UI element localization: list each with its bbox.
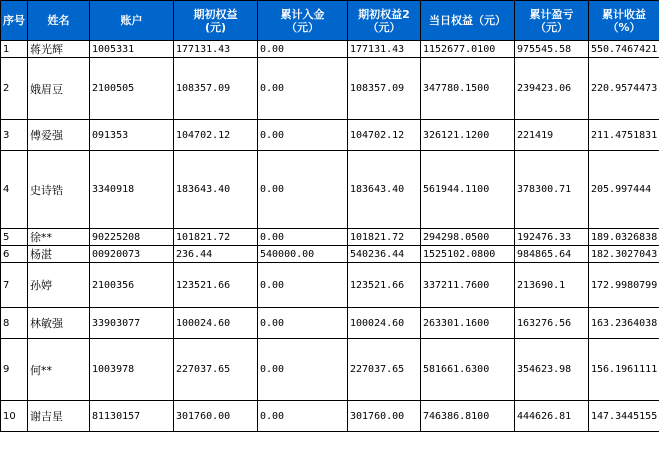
- cell-cumulative-return: 163.2364038: [589, 308, 659, 339]
- header-label: 当日权益（元）: [429, 14, 506, 27]
- cell-cumulative-pnl: 239423.06: [515, 58, 589, 120]
- cell-name: 娥眉豆: [28, 58, 90, 120]
- cell-cumulative-deposit: 0.00: [258, 263, 348, 308]
- cell-cumulative-deposit: 0.00: [258, 401, 348, 432]
- cell-name: 谢吉星: [28, 401, 90, 432]
- cell-current-equity: 347780.1500: [421, 58, 515, 120]
- cell-cumulative-deposit: 0.00: [258, 41, 348, 58]
- cell-account: 33903077: [90, 308, 174, 339]
- cell-cumulative-return: 182.3027043: [589, 246, 659, 263]
- cell-name: 徐**: [28, 229, 90, 246]
- cell-rank: 10: [1, 401, 28, 432]
- cell-cumulative-deposit: 0.00: [258, 58, 348, 120]
- header-label: 期初权益: [193, 7, 238, 21]
- cell-cumulative-pnl: 221419: [515, 120, 589, 151]
- header-label: (元): [204, 20, 227, 34]
- table-row: [1, 229, 659, 246]
- table-row: [1, 120, 659, 151]
- header-row: [1, 1, 659, 41]
- cell-cumulative-return: 211.4751831: [589, 120, 659, 151]
- cell-current-equity: 326121.1200: [421, 120, 515, 151]
- table-row: [1, 263, 659, 308]
- cell-cumulative-return: 147.3445155: [589, 401, 659, 432]
- cell-account: 1003978: [90, 339, 174, 401]
- cell-cumulative-return: 550.7467421: [589, 41, 659, 58]
- table-row: [1, 58, 659, 120]
- header-label: 期初权益2: [358, 7, 410, 21]
- cell-current-equity: 263301.1600: [421, 308, 515, 339]
- header-col-name: [28, 1, 90, 41]
- cell-initial-equity-2: 177131.43: [348, 41, 421, 58]
- cell-initial-equity: 227037.65: [174, 339, 258, 401]
- cell-name: 杨湛: [28, 246, 90, 263]
- header-label: （元）: [535, 20, 568, 34]
- table-row: [1, 41, 659, 58]
- cell-name: 史诗锆: [28, 151, 90, 229]
- cell-cumulative-return: 205.997444: [589, 151, 659, 229]
- cell-account: 091353: [90, 120, 174, 151]
- header-col-account: [90, 1, 174, 41]
- cell-rank: 5: [1, 229, 28, 246]
- cell-cumulative-pnl: 984865.64: [515, 246, 589, 263]
- cell-account: 81130157: [90, 401, 174, 432]
- cell-name: 蒋光辉: [28, 41, 90, 58]
- table-body: [1, 41, 659, 432]
- cell-name: 孙婷: [28, 263, 90, 308]
- header-label: 姓名: [47, 14, 70, 27]
- cell-current-equity: 337211.7600: [421, 263, 515, 308]
- cell-current-equity: 294298.0500: [421, 229, 515, 246]
- cell-rank: 3: [1, 120, 28, 151]
- cell-cumulative-pnl: 192476.33: [515, 229, 589, 246]
- cell-rank: 6: [1, 246, 28, 263]
- cell-cumulative-pnl: 163276.56: [515, 308, 589, 339]
- cell-initial-equity-2: 108357.09: [348, 58, 421, 120]
- header-label: （元）: [286, 20, 319, 34]
- cell-account: 00920073: [90, 246, 174, 263]
- header-label: 累计盈亏: [529, 7, 574, 21]
- cell-initial-equity: 177131.43: [174, 41, 258, 58]
- cell-rank: 7: [1, 263, 28, 308]
- cell-initial-equity: 183643.40: [174, 151, 258, 229]
- header-col-cumulative-return: [589, 1, 659, 41]
- table-header: [1, 1, 659, 41]
- cell-cumulative-deposit: 0.00: [258, 308, 348, 339]
- header-label: （%）: [607, 20, 641, 34]
- cell-current-equity: 1525102.0800: [421, 246, 515, 263]
- cell-account: 1005331: [90, 41, 174, 58]
- cell-initial-equity-2: 227037.65: [348, 339, 421, 401]
- header-col-cumulative-pnl: [515, 1, 589, 41]
- cell-cumulative-return: 156.1961111: [589, 339, 659, 401]
- cell-cumulative-return: 220.9574473: [589, 58, 659, 120]
- cell-current-equity: 1152677.0100: [421, 41, 515, 58]
- cell-cumulative-return: 172.9980799: [589, 263, 659, 308]
- header-col-rank: [1, 1, 28, 41]
- cell-initial-equity: 104702.12: [174, 120, 258, 151]
- cell-initial-equity: 108357.09: [174, 58, 258, 120]
- cell-rank: 1: [1, 41, 28, 58]
- cell-initial-equity-2: 104702.12: [348, 120, 421, 151]
- cell-current-equity: 746386.8100: [421, 401, 515, 432]
- cell-initial-equity-2: 123521.66: [348, 263, 421, 308]
- cell-cumulative-pnl: 444626.81: [515, 401, 589, 432]
- table-row: [1, 151, 659, 229]
- cell-rank: 8: [1, 308, 28, 339]
- header-label: （元）: [367, 20, 401, 34]
- cell-initial-equity: 301760.00: [174, 401, 258, 432]
- cell-account: 3340918: [90, 151, 174, 229]
- cell-rank: 4: [1, 151, 28, 229]
- header-col-initial-equity: [174, 1, 258, 41]
- cell-cumulative-deposit: 0.00: [258, 120, 348, 151]
- cell-rank: 2: [1, 58, 28, 120]
- cell-initial-equity-2: 101821.72: [348, 229, 421, 246]
- cell-cumulative-return: 189.0326838: [589, 229, 659, 246]
- cell-account: 2100505: [90, 58, 174, 120]
- table-row: [1, 401, 659, 432]
- cell-current-equity: 561944.1100: [421, 151, 515, 229]
- cell-cumulative-pnl: 354623.98: [515, 339, 589, 401]
- header-col-current-equity: [421, 1, 515, 41]
- cell-cumulative-pnl: 213690.1: [515, 263, 589, 308]
- cell-cumulative-deposit: 540000.00: [258, 246, 348, 263]
- table-row: [1, 246, 659, 263]
- cell-initial-equity: 101821.72: [174, 229, 258, 246]
- cell-account: 90225208: [90, 229, 174, 246]
- header-label: 累计收益: [602, 7, 646, 21]
- table-row: [1, 339, 659, 401]
- cell-cumulative-pnl: 378300.71: [515, 151, 589, 229]
- header-label: 累计入金: [280, 7, 325, 21]
- cell-initial-equity: 123521.66: [174, 263, 258, 308]
- table-row: [1, 308, 659, 339]
- cell-cumulative-deposit: 0.00: [258, 229, 348, 246]
- cell-initial-equity: 236.44: [174, 246, 258, 263]
- header-col-cumulative-deposit: [258, 1, 348, 41]
- cell-name: 傅爱强: [28, 120, 90, 151]
- cell-initial-equity: 100024.60: [174, 308, 258, 339]
- header-label: 序号: [3, 14, 25, 27]
- cell-cumulative-deposit: 0.00: [258, 151, 348, 229]
- cell-initial-equity-2: 100024.60: [348, 308, 421, 339]
- cell-rank: 9: [1, 339, 28, 401]
- cell-name: 何**: [28, 339, 90, 401]
- header-col-initial-equity-2: [348, 1, 421, 41]
- cell-name: 林敏强: [28, 308, 90, 339]
- cell-initial-equity-2: 301760.00: [348, 401, 421, 432]
- cell-cumulative-deposit: 0.00: [258, 339, 348, 401]
- cell-account: 2100356: [90, 263, 174, 308]
- cell-initial-equity-2: 540236.44: [348, 246, 421, 263]
- header-label: 账户: [120, 14, 143, 27]
- cell-initial-equity-2: 183643.40: [348, 151, 421, 229]
- cell-cumulative-pnl: 975545.58: [515, 41, 589, 58]
- cell-current-equity: 581661.6300: [421, 339, 515, 401]
